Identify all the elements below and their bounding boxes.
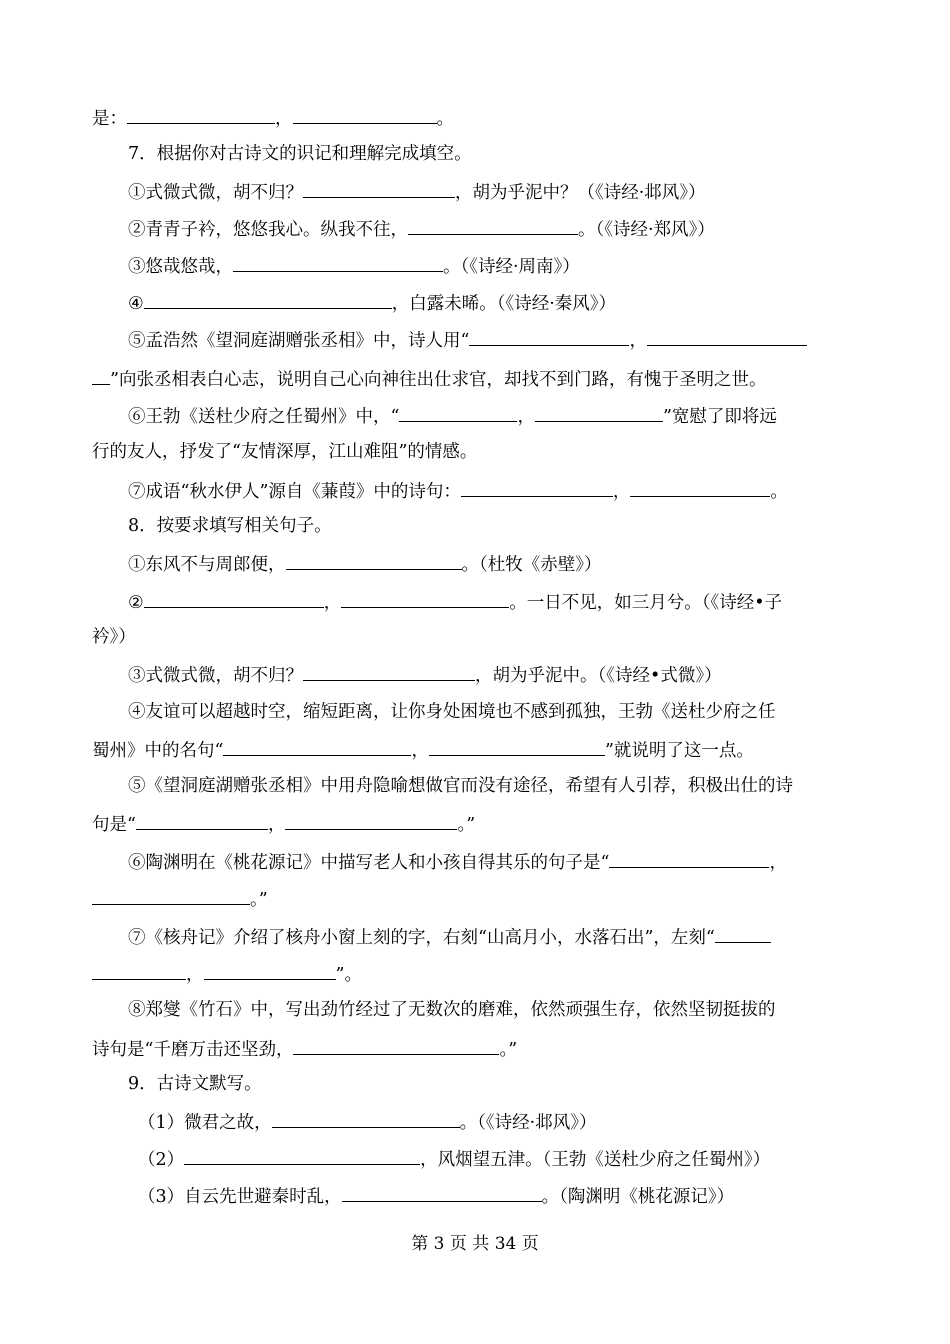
answer-blank[interactable] [609,849,769,868]
text-segment: 。（《诗经·周南》） [443,257,580,277]
q7-item-1 [128,179,862,203]
q7-item-5-continued [92,366,862,390]
text-segment: ⑦《核舟记》介绍了核舟小窗上刻的字，右刻“山高月小，水落石出”，左刻“ [128,928,715,948]
text-segment: ，风烟望五津。（王勃《送杜少府之任蜀州》） [420,1150,771,1170]
answer-blank[interactable] [630,478,770,497]
text-segment: ”向张丞相表白心志，说明自己心向神往出仕求官，却找不到门路，有愧于圣明之世。 [110,370,767,390]
text-segment: 。一日不见，如三月兮。（《诗经•子 [509,593,783,613]
text-segment: 蜀州》中的名句“ [92,741,224,761]
text-segment: ， [517,407,535,427]
answer-blank[interactable] [92,366,110,385]
answer-blank[interactable] [469,327,629,346]
text-segment: ⑥陶渊明在《桃花源记》中描写老人和小孩自得其乐的句子是“ [128,853,610,873]
answer-blank[interactable] [144,290,392,309]
answer-blank[interactable] [233,253,443,272]
text-segment: ”。 [335,965,362,985]
q8-item-8 [128,998,862,1022]
answer-blank[interactable] [184,1146,420,1165]
text-segment: ，胡为乎泥中。（《诗经•式微》） [475,666,722,686]
answer-blank[interactable] [144,589,324,608]
text-segment: 是： [92,109,127,129]
q6-answer-line [92,105,862,129]
text-segment: ， [629,331,647,351]
text-segment: ， [323,593,342,613]
text-segment: 。” [250,890,268,910]
answer-blank[interactable] [342,1183,542,1202]
question-heading: 7．根据你对古诗文的识记和理解完成填空。 [128,144,472,164]
q8-item-2-continued [92,625,862,649]
q7-item-6-continued [92,440,862,464]
answer-blank[interactable] [303,662,475,681]
text-segment: 诗句是“千磨万击还坚劲， [92,1040,294,1060]
text-segment: ①东风不与周郎便， [128,555,286,575]
answer-blank[interactable] [293,105,437,124]
text-segment: 。（陶渊明《桃花源记》） [541,1187,735,1207]
text-segment: ”宽慰了即将远 [662,407,777,427]
q8-item-6 [128,849,862,873]
answer-blank[interactable] [272,1109,460,1128]
question-9-title [128,1072,862,1096]
answer-blank[interactable] [223,737,411,756]
text-segment: 衿》） [92,627,136,647]
q9-item-1 [138,1109,862,1133]
q7-item-7 [128,478,862,502]
question-heading: 9．古诗文默写。 [128,1074,262,1094]
text-segment: （2） [138,1150,185,1170]
text-segment: ⑥王勃《送杜少府之任蜀州》中，“ [128,407,400,427]
question-7-title [128,142,862,166]
q8-item-3 [128,662,862,686]
page-footer [0,1232,950,1256]
text-segment: ， [411,741,429,761]
answer-blank[interactable] [136,811,268,830]
answer-blank[interactable] [535,403,663,422]
text-segment: ， [612,482,631,502]
text-segment: ④友谊可以超越时空，缩短距离，让你身处困境也不感到孤独，王勃《送杜少府之任 [128,702,776,722]
text-segment: 。 [436,109,454,129]
answer-blank[interactable] [92,961,186,980]
answer-blank[interactable] [92,886,250,905]
q8-item-2 [128,589,862,613]
text-segment: （3）自云先世避秦时乱， [138,1187,342,1207]
text-segment: ， [769,853,787,873]
text-segment: ④ [128,294,144,314]
q8-item-5-continued [92,811,862,835]
text-segment: ， [275,109,293,129]
text-segment: ③式微式微，胡不归？ [128,666,303,686]
text-segment: 。” [457,815,476,835]
answer-blank[interactable] [715,924,771,943]
answer-blank[interactable] [286,551,462,570]
q7-item-2 [128,216,862,240]
answer-blank[interactable] [461,478,613,497]
text-segment: ， [267,815,286,835]
text-segment: ② [128,593,144,613]
text-segment: 。（《诗经·邶风》） [459,1113,597,1133]
q9-item-3 [138,1183,862,1207]
answer-blank[interactable] [127,105,275,124]
q8-item-6-continued [92,886,862,910]
question-8-title [128,514,862,538]
text-segment: ②青青子衿，悠悠我心。纵我不往， [128,220,408,240]
answer-blank[interactable] [399,403,517,422]
answer-blank[interactable] [647,327,807,346]
text-segment: ⑧郑燮《竹石》中，写出劲竹经过了无数次的磨难，依然顽强生存，依然坚韧挺拔的 [128,1000,776,1020]
q8-item-1 [128,551,862,575]
text-segment: ⑤孟浩然《望洞庭湖赠张丞相》中，诗人用“ [128,331,470,351]
answer-blank[interactable] [293,1036,499,1055]
text-segment: ”就说明了这一点。 [604,741,754,761]
q8-item-4-continued [92,737,862,761]
answer-blank[interactable] [408,216,578,235]
text-segment: 句是“ [92,815,136,835]
text-segment: ，白露未晞。（《诗经·秦风》） [391,294,617,314]
q8-item-4 [128,700,862,724]
answer-blank[interactable] [285,811,457,830]
text-segment: ①式微式微，胡不归？ [128,183,303,203]
answer-blank[interactable] [303,179,455,198]
text-segment: ， [186,965,204,985]
q8-item-8-continued [92,1036,862,1060]
text-segment: 。 [770,482,788,502]
text-segment: ⑦成语“秋水伊人”源自《蒹葭》中的诗句： [128,482,461,502]
q7-item-5 [128,327,862,351]
q9-item-2 [138,1146,862,1170]
q8-item-5 [128,774,862,798]
text-segment: 。（杜牧《赤壁》） [461,555,602,575]
text-segment: 行的友人，抒发了“友情深厚，江山难阻”的情感。 [92,442,478,462]
text-segment: ③悠哉悠哉， [128,257,233,277]
answer-blank[interactable] [341,589,509,608]
page-number: 第 3 页 共 34 页 [411,1234,539,1254]
q7-item-3 [128,253,862,277]
answer-blank[interactable] [204,961,336,980]
question-heading: 8．按要求填写相关句子。 [128,516,332,536]
text-segment: ⑤《望洞庭湖赠张丞相》中用舟隐喻想做官而没有途径，希望有人引荐，积极出仕的诗 [128,776,793,796]
q7-item-4 [128,290,862,314]
q8-item-7-continued [92,961,862,985]
text-segment: 。” [499,1040,518,1060]
text-segment: 。（《诗经·郑风》） [578,220,715,240]
q8-item-7 [128,924,862,948]
q7-item-6 [128,403,862,427]
answer-blank[interactable] [429,737,605,756]
text-segment: （1）微君之故， [138,1113,272,1133]
text-segment: ，胡为乎泥中？（《诗经·邶风》） [455,183,706,203]
